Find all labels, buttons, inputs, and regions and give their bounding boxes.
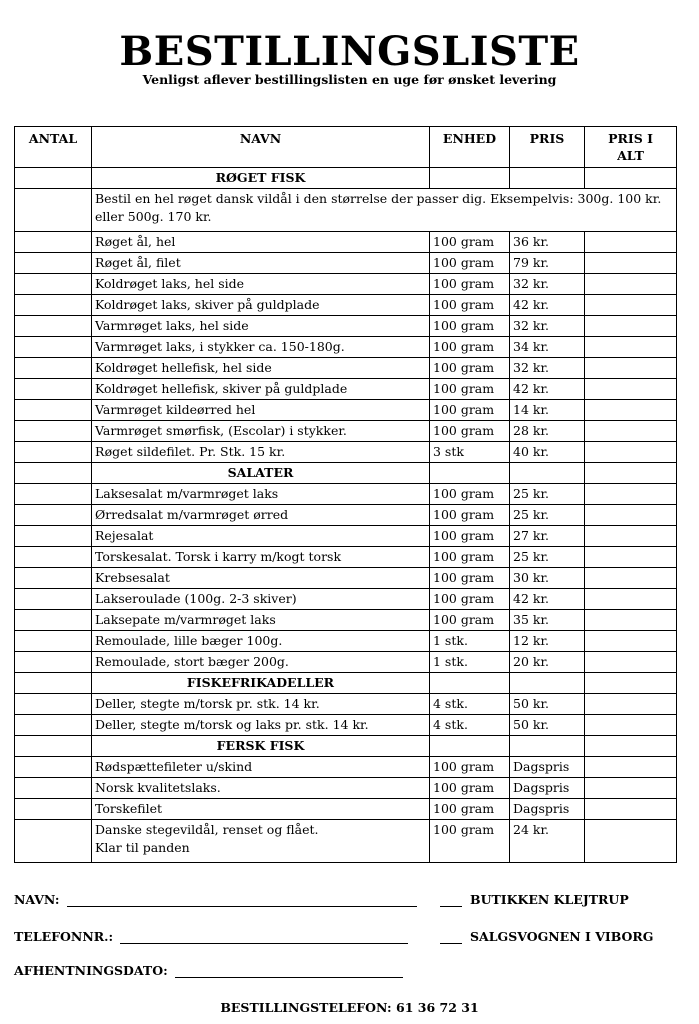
total-cell [585, 631, 677, 652]
item-name: Ørredsalat m/varmrøget ørred [92, 505, 430, 526]
item-price: 28 kr. [510, 421, 585, 442]
table-row [15, 379, 677, 400]
quantity-cell [15, 484, 92, 505]
quantity-cell [15, 274, 92, 295]
item-price: Dagspris [510, 778, 585, 799]
item-unit: 100 gram [430, 568, 510, 589]
table-row [15, 547, 677, 568]
total-cell [585, 421, 677, 442]
quantity-cell [15, 736, 92, 757]
table-row [15, 337, 677, 358]
quantity-cell [15, 547, 92, 568]
section-row [15, 673, 677, 694]
item-name: Rødspættefileter u/skind [92, 757, 430, 778]
table-row [15, 421, 677, 442]
item-price: 50 kr. [510, 694, 585, 715]
quantity-cell [15, 799, 92, 820]
item-name: Krebsesalat [92, 568, 430, 589]
item-name: Remoulade, stort bæger 200g. [92, 652, 430, 673]
col-header-enhed: ENHED [430, 127, 510, 168]
quantity-cell [15, 715, 92, 736]
quantity-cell [15, 820, 92, 863]
quantity-cell [15, 400, 92, 421]
item-price: 25 kr. [510, 547, 585, 568]
item-name: Røget sildefilet. Pr. Stk. 15 kr. [92, 442, 430, 463]
table-row [15, 757, 677, 778]
table-row [15, 484, 677, 505]
order-table [14, 126, 677, 863]
total-cell [585, 253, 677, 274]
total-cell [585, 694, 677, 715]
item-unit: 100 gram [430, 379, 510, 400]
item-unit: 100 gram [430, 547, 510, 568]
quantity-cell [15, 526, 92, 547]
quantity-cell [15, 505, 92, 526]
order-phone: BESTILLINGSTELEFON: 61 36 72 31 [220, 1000, 479, 1015]
item-price: 50 kr. [510, 715, 585, 736]
quantity-cell [15, 379, 92, 400]
table-row [15, 652, 677, 673]
total-cell [585, 652, 677, 673]
quantity-cell [15, 568, 92, 589]
section-heading: SALATER [92, 463, 430, 484]
table-row [15, 778, 677, 799]
total-cell [585, 799, 677, 820]
pickup-date-field[interactable] [14, 963, 403, 978]
note-text: Bestil en hel røget dansk vildål i den størrelse der passer dig. Eksempelvis: 300g. 100 kr. eller 500g. 170 kr. [92, 189, 677, 232]
total-cell [585, 463, 677, 484]
total-cell [585, 232, 677, 253]
item-name: Laksesalat m/varmrøget laks [92, 484, 430, 505]
section-heading: RØGET FISK [92, 168, 430, 189]
quantity-cell [15, 652, 92, 673]
total-cell [585, 400, 677, 421]
total-cell [585, 547, 677, 568]
price-cell [510, 736, 585, 757]
total-cell [585, 337, 677, 358]
table-row [15, 295, 677, 316]
quantity-cell [15, 673, 92, 694]
table-row [15, 526, 677, 547]
table-row [15, 568, 677, 589]
item-name: Remoulade, lille bæger 100g. [92, 631, 430, 652]
item-price: 42 kr. [510, 379, 585, 400]
total-cell [585, 484, 677, 505]
section-heading: FERSK FISK [92, 736, 430, 757]
item-unit: 100 gram [430, 505, 510, 526]
item-unit: 1 stk. [430, 652, 510, 673]
item-unit: 100 gram [430, 358, 510, 379]
item-name: Koldrøget hellefisk, hel side [92, 358, 430, 379]
table-row [15, 589, 677, 610]
total-cell [585, 610, 677, 631]
item-name: Rejesalat [92, 526, 430, 547]
option-van[interactable] [440, 929, 653, 944]
item-price: 32 kr. [510, 274, 585, 295]
item-unit: 100 gram [430, 421, 510, 442]
phone-field[interactable] [14, 929, 408, 944]
item-price: 36 kr. [510, 232, 585, 253]
item-name: Røget ål, filet [92, 253, 430, 274]
price-cell [510, 673, 585, 694]
section-heading: FISKEFRIKADELLER [92, 673, 430, 694]
item-unit: 100 gram [430, 274, 510, 295]
item-name: Norsk kvalitetslaks. [92, 778, 430, 799]
item-unit: 100 gram [430, 799, 510, 820]
item-unit: 100 gram [430, 589, 510, 610]
price-cell [510, 168, 585, 189]
unit-cell [430, 168, 510, 189]
total-cell [585, 505, 677, 526]
option-van-label: SALGSVOGNEN I VIBORG [470, 929, 654, 944]
total-cell [585, 673, 677, 694]
quantity-cell [15, 757, 92, 778]
section-row [15, 168, 677, 189]
table-row [15, 610, 677, 631]
table-row [15, 253, 677, 274]
table-row [15, 694, 677, 715]
total-cell [585, 778, 677, 799]
total-cell [585, 589, 677, 610]
item-price: Dagspris [510, 799, 585, 820]
total-cell [585, 358, 677, 379]
item-price: 32 kr. [510, 316, 585, 337]
item-unit: 100 gram [430, 820, 510, 863]
unit-cell [430, 673, 510, 694]
item-unit: 100 gram [430, 316, 510, 337]
table-row [15, 358, 677, 379]
quantity-cell [15, 778, 92, 799]
item-price: 25 kr. [510, 505, 585, 526]
option-van-checkbox[interactable] [440, 943, 462, 944]
item-unit: 4 stk. [430, 694, 510, 715]
item-unit: 100 gram [430, 400, 510, 421]
table-row [15, 505, 677, 526]
option-store-label: BUTIKKEN KLEJTRUP [470, 892, 629, 907]
quantity-cell [15, 421, 92, 442]
total-cell [585, 442, 677, 463]
table-row [15, 274, 677, 295]
item-price: 20 kr. [510, 652, 585, 673]
col-header-pris: PRIS [510, 127, 585, 168]
note-row [15, 189, 677, 232]
item-unit: 100 gram [430, 232, 510, 253]
quantity-cell [15, 337, 92, 358]
total-cell [585, 168, 677, 189]
col-header-antal: ANTAL [15, 127, 92, 168]
table-body [15, 168, 677, 863]
item-name: Torskefilet [92, 799, 430, 820]
unit-cell [430, 463, 510, 484]
total-cell [585, 736, 677, 757]
quantity-cell [15, 589, 92, 610]
total-cell [585, 757, 677, 778]
quantity-cell [15, 316, 92, 337]
item-unit: 4 stk. [430, 715, 510, 736]
item-name: Røget ål, hel [92, 232, 430, 253]
item-unit: 100 gram [430, 253, 510, 274]
quantity-cell [15, 442, 92, 463]
phone-input-line[interactable] [120, 943, 408, 944]
total-cell [585, 526, 677, 547]
item-unit: 100 gram [430, 778, 510, 799]
item-price: 27 kr. [510, 526, 585, 547]
pickup-date-label: AFHENTNINGSDATO: [14, 963, 168, 978]
total-cell [585, 715, 677, 736]
name-label: NAVN: [14, 892, 60, 907]
item-price: 79 kr. [510, 253, 585, 274]
quantity-cell [15, 694, 92, 715]
quantity-cell [15, 610, 92, 631]
table-row [15, 442, 677, 463]
item-name: Koldrøget hellefisk, skiver på guldplade [92, 379, 430, 400]
item-unit: 100 gram [430, 337, 510, 358]
total-cell [585, 568, 677, 589]
section-row [15, 736, 677, 757]
total-cell [585, 316, 677, 337]
item-price: 14 kr. [510, 400, 585, 421]
option-store-checkbox[interactable] [440, 906, 462, 907]
quantity-cell [15, 189, 92, 232]
quantity-cell [15, 232, 92, 253]
item-price: 24 kr. [510, 820, 585, 863]
item-name: Varmrøget smørfisk, (Escolar) i stykker. [92, 421, 430, 442]
item-name: Varmrøget laks, hel side [92, 316, 430, 337]
table-row [15, 820, 677, 863]
item-price: 32 kr. [510, 358, 585, 379]
item-name: Lakseroulade (100g. 2-3 skiver) [92, 589, 430, 610]
table-row [15, 715, 677, 736]
item-name: Torskesalat. Torsk i karry m/kogt torsk [92, 547, 430, 568]
table-row [15, 799, 677, 820]
item-name: Laksepate m/varmrøget laks [92, 610, 430, 631]
item-price: 40 kr. [510, 442, 585, 463]
item-price: 25 kr. [510, 484, 585, 505]
page-subtitle: Venligst aflever bestillingslisten en uge før ønsket levering [142, 72, 557, 87]
item-unit: 100 gram [430, 526, 510, 547]
unit-cell [430, 736, 510, 757]
item-unit: 3 stk [430, 442, 510, 463]
phone-label: TELEFONNR.: [14, 929, 114, 944]
item-name: Varmrøget laks, i stykker ca. 150-180g. [92, 337, 430, 358]
item-name: Danske stegevildål, renset og flået. Klar til panden [92, 820, 430, 863]
item-name: Deller, stegte m/torsk pr. stk. 14 kr. [92, 694, 430, 715]
quantity-cell [15, 253, 92, 274]
item-unit: 100 gram [430, 484, 510, 505]
table-header-row [15, 127, 677, 168]
quantity-cell [15, 631, 92, 652]
section-row [15, 463, 677, 484]
table-row [15, 232, 677, 253]
table-row [15, 631, 677, 652]
total-cell [585, 820, 677, 863]
item-name: Koldrøget laks, skiver på guldplade [92, 295, 430, 316]
item-price: 35 kr. [510, 610, 585, 631]
item-name: Koldrøget laks, hel side [92, 274, 430, 295]
pickup-date-input-line[interactable] [175, 977, 403, 978]
col-header-pris-i-alt: PRIS I ALT [585, 127, 677, 168]
table-row [15, 316, 677, 337]
item-price: 30 kr. [510, 568, 585, 589]
total-cell [585, 274, 677, 295]
item-price: 34 kr. [510, 337, 585, 358]
name-field[interactable] [14, 892, 417, 907]
page-title: BESTILLINGSLISTE [119, 28, 580, 75]
item-name: Deller, stegte m/torsk og laks pr. stk. 14 kr. [92, 715, 430, 736]
item-price: 12 kr. [510, 631, 585, 652]
item-unit: 1 stk. [430, 631, 510, 652]
option-store[interactable] [440, 892, 629, 907]
total-cell [585, 379, 677, 400]
col-header-navn: NAVN [92, 127, 430, 168]
item-unit: 100 gram [430, 757, 510, 778]
total-cell [585, 295, 677, 316]
price-cell [510, 463, 585, 484]
item-unit: 100 gram [430, 295, 510, 316]
quantity-cell [15, 168, 92, 189]
item-price: 42 kr. [510, 295, 585, 316]
table-row [15, 400, 677, 421]
item-unit: 100 gram [430, 610, 510, 631]
quantity-cell [15, 358, 92, 379]
item-price: 42 kr. [510, 589, 585, 610]
quantity-cell [15, 463, 92, 484]
quantity-cell [15, 295, 92, 316]
name-input-line[interactable] [67, 906, 417, 907]
item-price: Dagspris [510, 757, 585, 778]
item-name: Varmrøget kildeørred hel [92, 400, 430, 421]
